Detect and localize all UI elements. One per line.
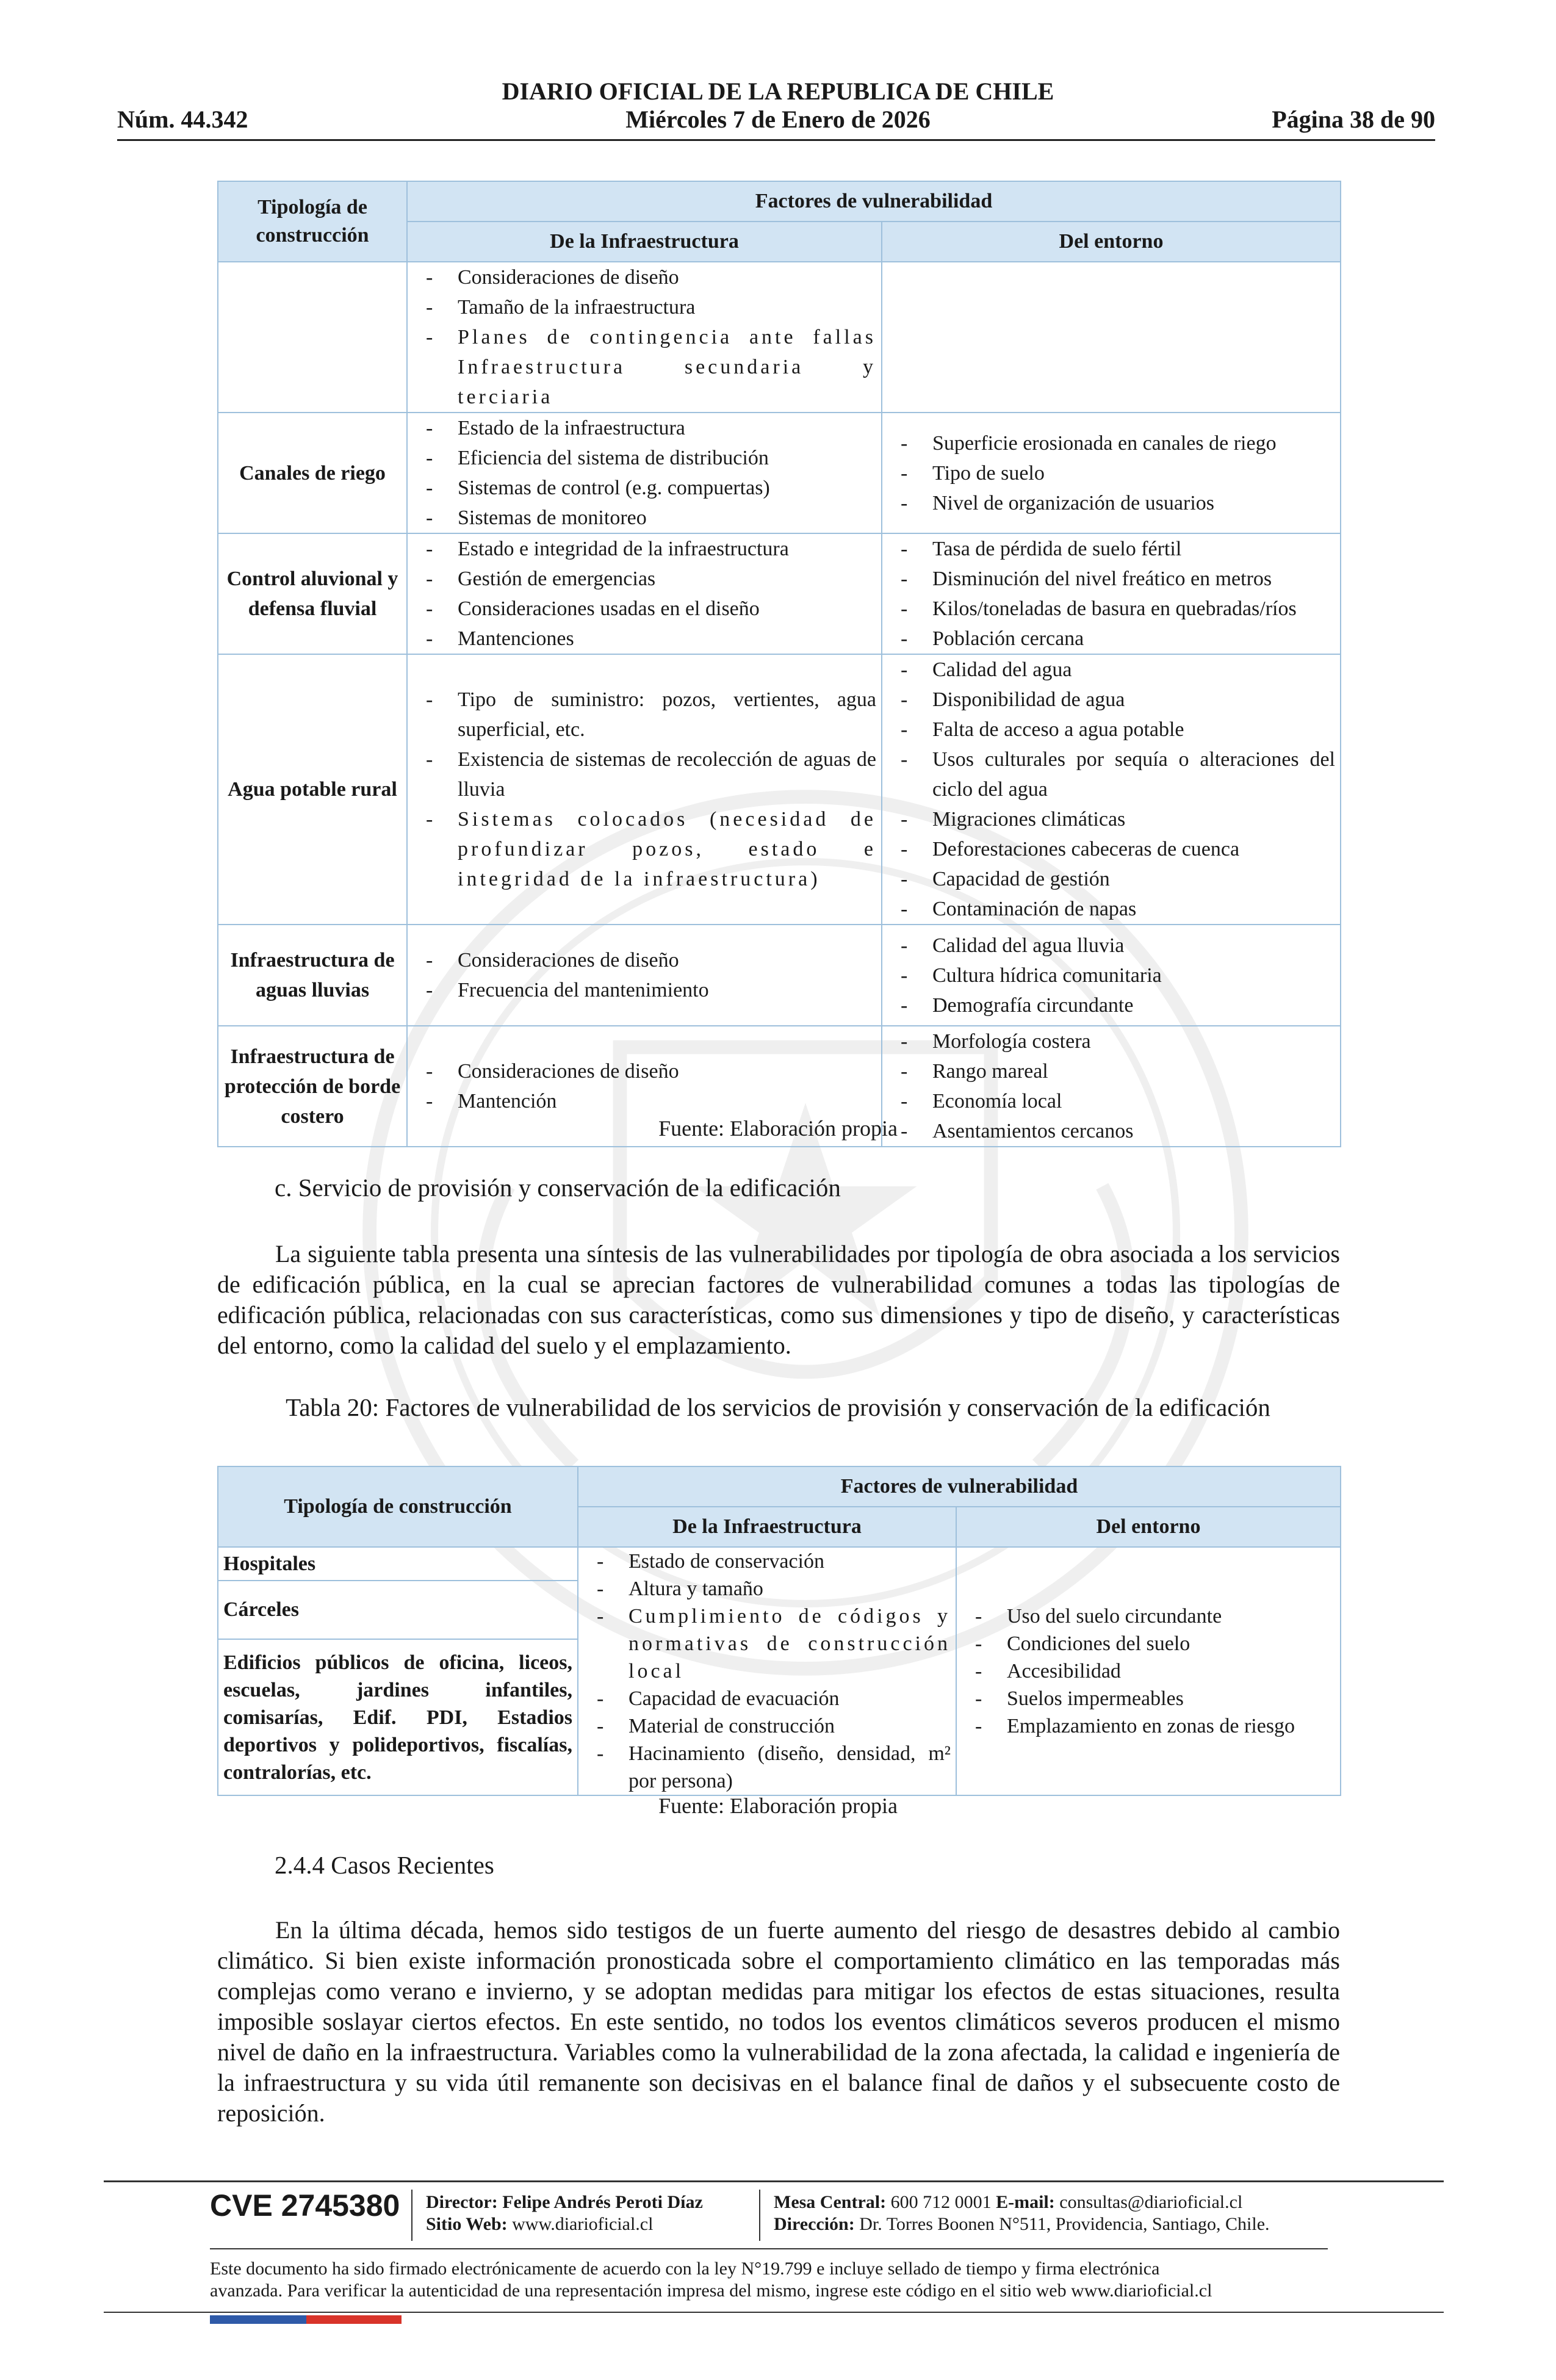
list-item: - Suelos impermeables (962, 1685, 1335, 1712)
list-item: - Estado e integridad de la infraestructura (412, 534, 876, 564)
table-row (218, 1547, 1341, 1581)
row-tipologia: Agua potable rural (218, 654, 407, 925)
row-tipologia (218, 262, 407, 413)
gazette-title: DIARIO OFICIAL DE LA REPUBLICA DE CHILE (502, 78, 1054, 105)
list-item: - Calidad del agua (887, 655, 1335, 685)
issue-number: Núm. 44.342 (117, 106, 248, 133)
list-item: - Frecuencia del mantenimiento (412, 975, 876, 1005)
list-item: - Economía local (887, 1086, 1335, 1116)
list-item: - Calidad del agua lluvia (887, 931, 1335, 961)
list-item: - Consideraciones de diseño (412, 1056, 876, 1086)
list-item: - Falta de acceso a agua potable (887, 715, 1335, 745)
row-entorno (956, 1547, 1341, 1795)
list-item: - Consideraciones de diseño (412, 945, 876, 975)
row-entorno (882, 654, 1341, 925)
list-item: - Tamaño de la infraestructura (412, 292, 876, 322)
list-item: - Emplazamiento en zonas de riesgo (962, 1712, 1335, 1740)
header-rule (117, 139, 1435, 141)
list-item: - Kilos/toneladas de basura en quebradas/ríos (887, 594, 1335, 624)
table-row (218, 533, 1341, 654)
list-item: - Nivel de organización de usuarios (887, 488, 1335, 518)
header-infra: De la Infraestructura (407, 222, 882, 262)
row-infra (578, 1547, 956, 1795)
list-item: - Superficie erosionada en canales de riego (887, 428, 1335, 458)
list-item: - Disminución del nivel freático en metros (887, 564, 1335, 594)
list-item: - Tasa de pérdida de suelo fértil (887, 534, 1335, 564)
footer-divider (759, 2190, 760, 2241)
footer-divider (411, 2190, 412, 2241)
table-row (218, 413, 1341, 533)
row-tipologia: Canales de riego (218, 413, 407, 533)
row-entorno (882, 413, 1341, 533)
row-tipologia: Infraestructura de aguas lluvias (218, 925, 407, 1026)
header-tipologia: Tipología de construcción (218, 1466, 578, 1547)
table-row (218, 262, 1341, 413)
row-infra (407, 925, 882, 1026)
section-c-heading: c. Servicio de provisión y conservación de la edificación (275, 1174, 841, 1202)
section-244-heading: 2.4.4 Casos Recientes (275, 1851, 494, 1879)
section-244-paragraph: En la última década, hemos sido testigos de un fuerte aumento del riesgo de desastres debido al cambio climático. Si bien existe información pronosticada sobre el comportamiento climático en las temporadas más complejas como verano e invierno, y se adoptan medidas para mitigar los efectos de estas situaciones, resulta imposible soslayar ciertos efectos. En este sentido, no todos los eventos climáticos severos producen el mismo nivel de daño en la infraestructura. Variables como la vulnerabilidad de la zona afectada, la calidad e ingeniería de la infraestructura y su vida útil remanente son decisivas en el balance final de daños y el subsecuente costo de reposición. (217, 1916, 1340, 2127)
row-infra (407, 533, 882, 654)
header-entorno: Del entorno (956, 1507, 1341, 1547)
list-item: - Deforestaciones cabeceras de cuenca (887, 834, 1335, 864)
footer-rule (210, 2248, 1328, 2249)
list-item: - Sistemas de monitoreo (412, 503, 876, 533)
list-item: - Migraciones climáticas (887, 804, 1335, 834)
list-item: - Hacinamiento (diseño, densidad, m² por persona) (583, 1740, 951, 1795)
footer-mesa: Mesa Central: 600 712 0001 E-mail: consultas@diarioficial.cl (774, 2192, 1243, 2212)
footer-address: Dirección: Dr. Torres Boonen N°511, Providencia, Santiago, Chile. (774, 2214, 1270, 2234)
list-item: - Consideraciones usadas en el diseño (412, 594, 876, 624)
footer-director: Director: Felipe Andrés Peroti Díaz (426, 2192, 703, 2212)
list-item: - Altura y tamaño (583, 1575, 951, 1603)
footer-site: Sitio Web: www.diarioficial.cl (426, 2214, 654, 2234)
table20-title: Tabla 20: Factores de vulnerabilidad de los servicios de provisión y conservación de la edificación (286, 1393, 1270, 1421)
list-item: - Uso del suelo circundante (962, 1603, 1335, 1630)
list-item: - Rango mareal (887, 1056, 1335, 1086)
list-item: - Asentamientos cercanos (887, 1116, 1335, 1146)
list-item: - Condiciones del suelo (962, 1630, 1335, 1657)
header-factores: Factores de vulnerabilidad (578, 1466, 1341, 1507)
footer-rule (104, 2312, 1444, 2313)
list-item: - Morfología costera (887, 1026, 1335, 1056)
vulnerability-table-19 (217, 181, 1341, 1147)
list-item: - Estado de la infraestructura (412, 413, 876, 443)
list-item: - Capacidad de evacuación (583, 1685, 951, 1712)
row-entorno (882, 925, 1341, 1026)
list-item: - Planes de contingencia ante fallas Infraestructura secundaria y terciaria (412, 322, 876, 412)
vulnerability-table-20 (217, 1466, 1341, 1796)
header-entorno: Del entorno (882, 222, 1341, 262)
list-item: - Tipo de suministro: pozos, vertientes, agua superficial, etc. (412, 685, 876, 745)
row-tipologia: Control aluvional y defensa fluvial (218, 533, 407, 654)
page-number: Página 38 de 90 (1272, 106, 1435, 133)
list-item: - Gestión de emergencias (412, 564, 876, 594)
row-tipologia: Hospitales (218, 1547, 578, 1581)
row-tipologia: Edificios públicos de oficina, liceos, escuelas, jardines infantiles, comisarías, Edif. PDI, Estadios deportivos y polideportivos, fiscalías, contralorías, etc. (218, 1639, 578, 1795)
row-infra (407, 654, 882, 925)
row-entorno (882, 533, 1341, 654)
header-tipologia: Tipología de construcción (218, 181, 407, 262)
row-tipologia: Cárceles (218, 1581, 578, 1640)
footer-rule (104, 2180, 1444, 2182)
list-item: - Sistemas de control (e.g. compuertas) (412, 473, 876, 503)
list-item: - Consideraciones de diseño (412, 262, 876, 292)
flag-stripe-blue (210, 2315, 306, 2324)
flag-stripe-red (306, 2315, 402, 2324)
row-infra (407, 262, 882, 413)
list-item: - Usos culturales por sequía o alteraciones del ciclo del agua (887, 745, 1335, 804)
list-item: - Eficiencia del sistema de distribución (412, 443, 876, 473)
cve-code: CVE 2745380 (210, 2188, 400, 2223)
list-item: - Contaminación de napas (887, 894, 1335, 924)
row-infra (407, 413, 882, 533)
list-item: - Sistemas colocados (necesidad de profundizar pozos, estado e integridad de la infraestructura) (412, 804, 876, 894)
table-row (218, 925, 1341, 1026)
list-item: - Existencia de sistemas de recolección de aguas de lluvia (412, 745, 876, 804)
row-tipologia: Infraestructura de protección de borde costero (218, 1026, 407, 1147)
header-factores: Factores de vulnerabilidad (407, 181, 1341, 222)
list-item: - Estado de conservación (583, 1548, 951, 1575)
row-entorno (882, 262, 1341, 413)
list-item: - Cumplimiento de códigos y normativas de construcción local (583, 1603, 951, 1685)
list-item: - Accesibilidad (962, 1657, 1335, 1685)
table19-source: Fuente: Elaboración propia (658, 1116, 898, 1141)
signature-notice: Este documento ha sido firmado electrónicamente de acuerdo con la ley N°19.799 e incluye sellado de tiempo y firma electrónica avanzada. Para verificar la autenticidad de una representación impresa del mismo, ingrese este código en el sitio web www.diarioficial.cl (210, 2259, 1212, 2301)
table-row (218, 654, 1341, 925)
list-item: - Mantenciones (412, 624, 876, 654)
issue-date: Miércoles 7 de Enero de 2026 (625, 106, 931, 133)
list-item: - Cultura hídrica comunitaria (887, 961, 1335, 990)
header-infra: De la Infraestructura (578, 1507, 956, 1547)
list-item: - Disponibilidad de agua (887, 685, 1335, 715)
table20-source: Fuente: Elaboración propia (658, 1794, 898, 1818)
list-item: - Capacidad de gestión (887, 864, 1335, 894)
list-item: - Tipo de suelo (887, 458, 1335, 488)
list-item: - Población cercana (887, 624, 1335, 654)
list-item: - Demografía circundante (887, 990, 1335, 1020)
list-item: - Mantención (412, 1086, 876, 1116)
list-item: - Material de construcción (583, 1712, 951, 1740)
section-c-paragraph: La siguiente tabla presenta una síntesis de las vulnerabilidades por tipología de obra asociada a los servicios de edificación pública, en la cual se aprecian factores de vulnerabilidad comunes a todas las tipologías de edificación pública, relacionadas con sus características, como sus dimensiones y tipo de diseño, y características del entorno, como la calidad del suelo y el emplazamiento. (217, 1240, 1340, 1359)
